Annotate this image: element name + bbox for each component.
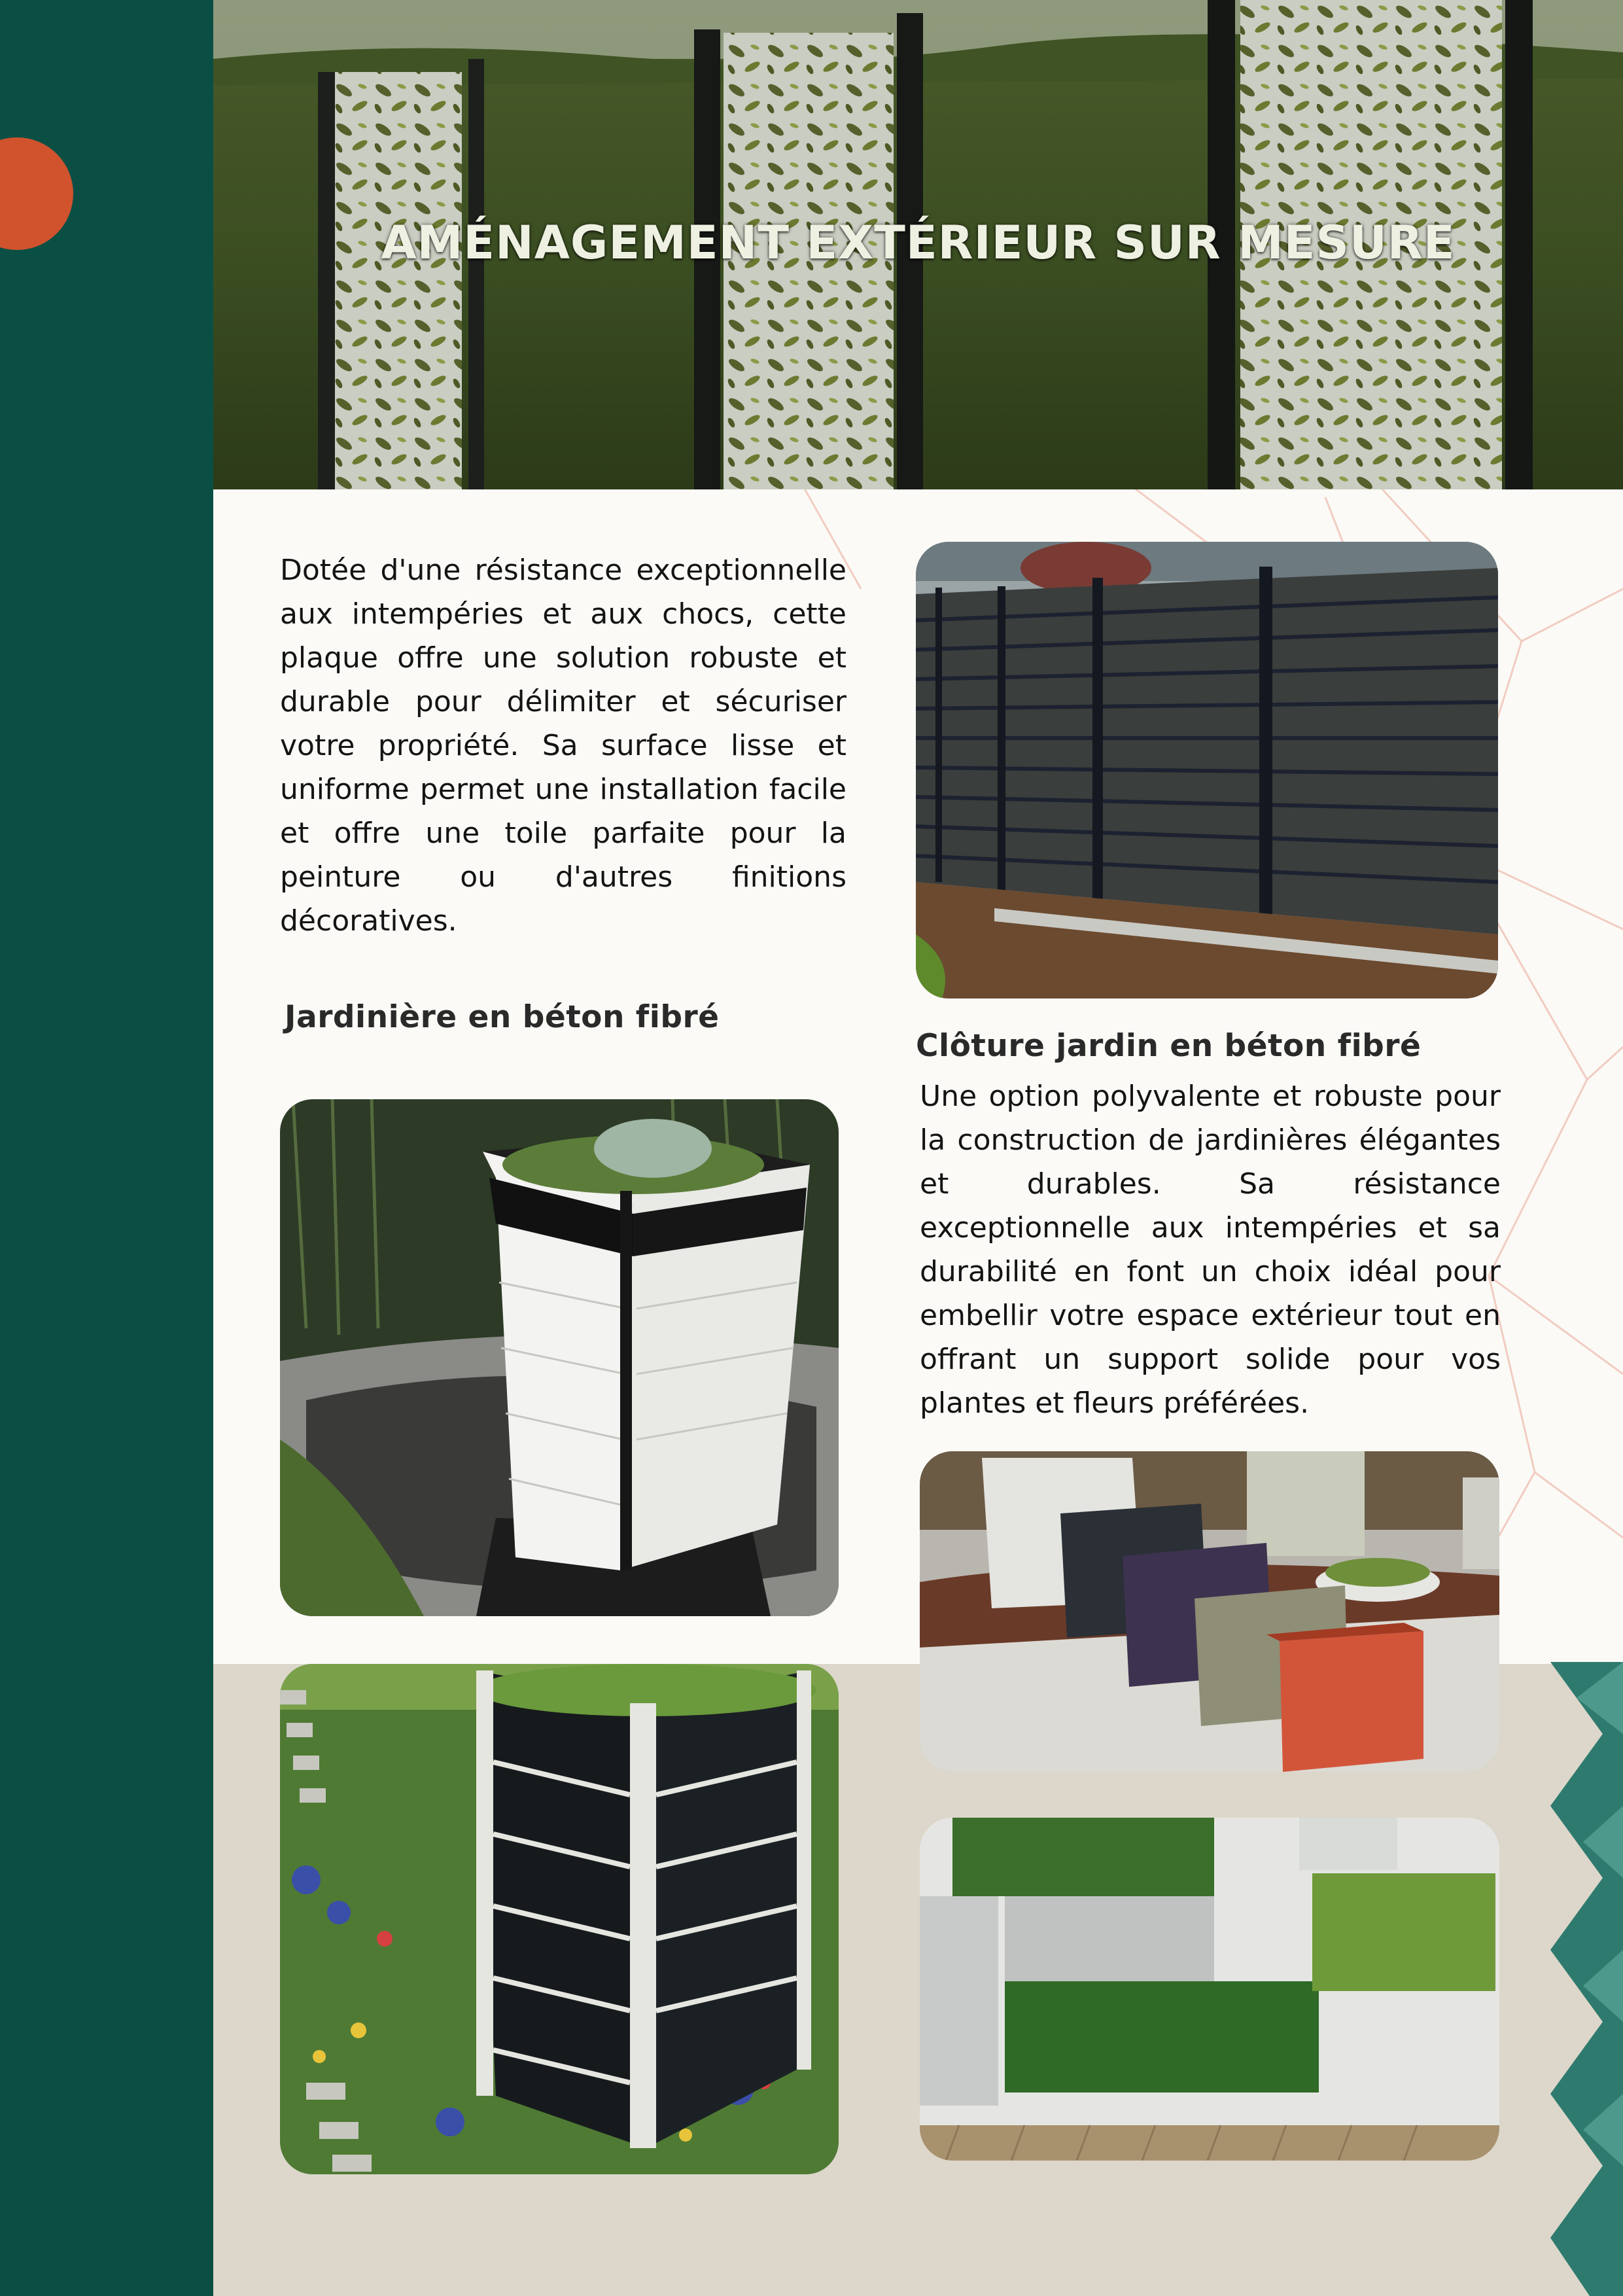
left-sidebar-band — [0, 0, 213, 2296]
black-white-tall-planter-photo — [280, 1099, 839, 1616]
green-wall-planter-photo — [920, 1818, 1499, 2161]
colored-cube-planters-photo — [920, 1451, 1499, 1772]
planter-with-flowers-photo — [280, 1664, 839, 2174]
hero-banner — [213, 0, 1623, 489]
teal-triangle-decoration — [1511, 1662, 1623, 2296]
fence-section-heading: Clôture jardin en béton fibré — [916, 1028, 1422, 1064]
fence-section-paragraph: Une option polyvalente et robuste pour la construction de jardinières élégantes et durables. Sa résistance exceptionnelle aux intempéries et sa durabilité en font un choix idéal pour embellir votre espace extérieur tout en offrant un support solide pour vos plantes et fleurs préférées. — [920, 1080, 1501, 1420]
planter-section-heading: Jardinière en béton fibré — [285, 999, 720, 1035]
horizontal-slat-fence-photo — [916, 542, 1498, 998]
page-title: AMÉNAGEMENT EXTÉRIEUR SUR MESURE — [381, 216, 1456, 270]
intro-paragraph: Dotée d'une résistance exceptionnelle aux intempéries et aux chocs, cette plaque offre une solution robuste et durable pour délimiter et sécuriser votre propriété. Sa surface lisse et uniforme permet une installation facile et offre une toile parfaite pour la peinture ou d'autres finitions décoratives. — [280, 554, 846, 938]
